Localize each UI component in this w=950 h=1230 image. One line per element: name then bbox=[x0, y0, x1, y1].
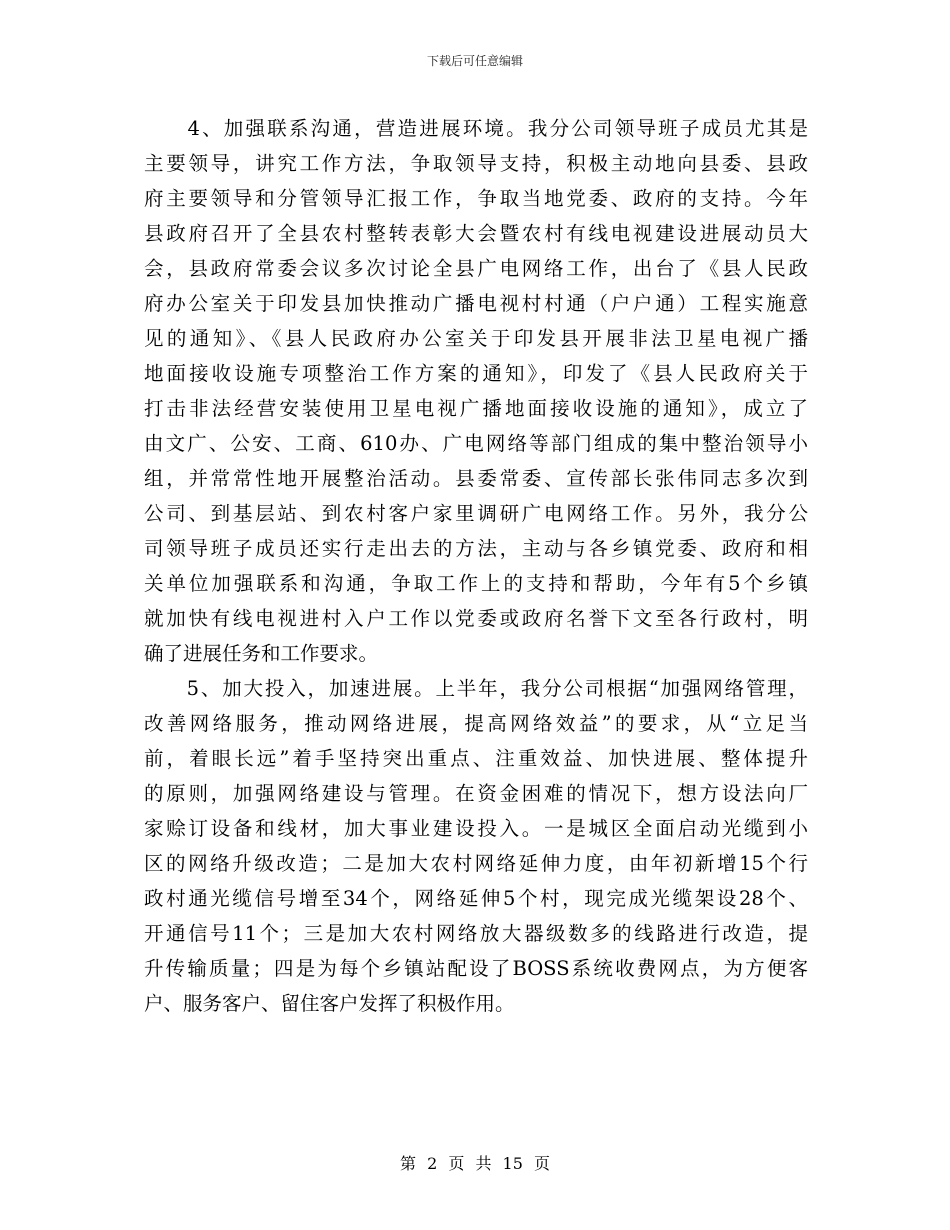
text-line: 5、加大投入，加速进展。上半年，我分公司根据“加强网络管理， bbox=[144, 677, 808, 700]
page-header: 下载后可任意编辑 bbox=[426, 54, 523, 68]
text-line: 4、加强联系沟通，营造进展环境。我分公司领导班子成员尤其是 bbox=[144, 117, 808, 140]
text-line: 确了进展任务和工作要求。 bbox=[144, 642, 379, 665]
page-number-footer: 第 2 页 共 15 页 bbox=[400, 1154, 550, 1173]
document-body bbox=[144, 111, 808, 1021]
text-line: 组，并常常性地开展整治活动。县委常委、宣传部长张伟同志多次到 bbox=[144, 467, 808, 490]
text-line: 司领导班子成员还实行走出去的方法，主动与各乡镇党委、政府和相 bbox=[144, 537, 808, 560]
text-line: 见的通知》、《县人民政府办公室关于印发县开展非法卫星电视广播 bbox=[144, 327, 808, 350]
text-line: 打击非法经营安装使用卫星电视广播地面接收设施的通知》，成立了 bbox=[144, 397, 808, 420]
text-line: 升传输质量；四是为每个乡镇站配设了BOSS系统收费网点，为方便客 bbox=[144, 957, 808, 980]
paragraph-4 bbox=[144, 111, 808, 671]
text-line: 户、服务客户、留住客户发挥了积极作用。 bbox=[144, 992, 515, 1015]
text-line: 地面接收设施专项整治工作方案的通知》，印发了《县人民政府关于 bbox=[144, 362, 808, 385]
text-line: 就加快有线电视进村入户工作以党委或政府名誉下文至各行政村，明 bbox=[144, 607, 808, 630]
text-line: 府主要领导和分管领导汇报工作，争取当地党委、政府的支持。今年 bbox=[144, 187, 808, 210]
text-line: 家赊订设备和线材，加大事业建设投入。一是城区全面启动光缆到小 bbox=[144, 817, 808, 840]
text-line: 的原则，加强网络建设与管理。在资金困难的情况下，想方设法向厂 bbox=[144, 782, 808, 805]
text-line: 主要领导，讲究工作方法，争取领导支持，积极主动地向县委、县政 bbox=[144, 152, 808, 175]
text-line: 公司、到基层站、到农村客户家里调研广电网络工作。另外，我分公 bbox=[144, 502, 808, 525]
text-line: 府办公室关于印发县加快推动广播电视村村通（户户通）工程实施意 bbox=[144, 292, 808, 315]
text-line: 会，县政府常委会议多次讨论全县广电网络工作，出台了《县人民政 bbox=[144, 257, 808, 280]
text-line: 改善网络服务，推动网络进展，提高网络效益”的要求，从“立足当 bbox=[144, 712, 808, 735]
text-line: 开通信号11个；三是加大农村网络放大器级数多的线路进行改造，提 bbox=[144, 922, 808, 945]
text-line: 关单位加强联系和沟通，争取工作上的支持和帮助，今年有5个乡镇 bbox=[144, 572, 808, 595]
text-line: 政村通光缆信号增至34个，网络延伸5个村，现完成光缆架设28个、 bbox=[144, 887, 808, 910]
text-line: 前，着眼长远”着手坚持突出重点、注重效益、加快进展、整体提升 bbox=[144, 747, 808, 770]
text-line: 区的网络升级改造；二是加大农村网络延伸力度，由年初新增15个行 bbox=[144, 852, 808, 875]
paragraph-5 bbox=[144, 671, 808, 1021]
text-line: 县政府召开了全县农村整转表彰大会暨农村有线电视建设进展动员大 bbox=[144, 222, 808, 245]
text-line: 由文广、公安、工商、610办、广电网络等部门组成的集中整治领导小 bbox=[144, 432, 808, 455]
